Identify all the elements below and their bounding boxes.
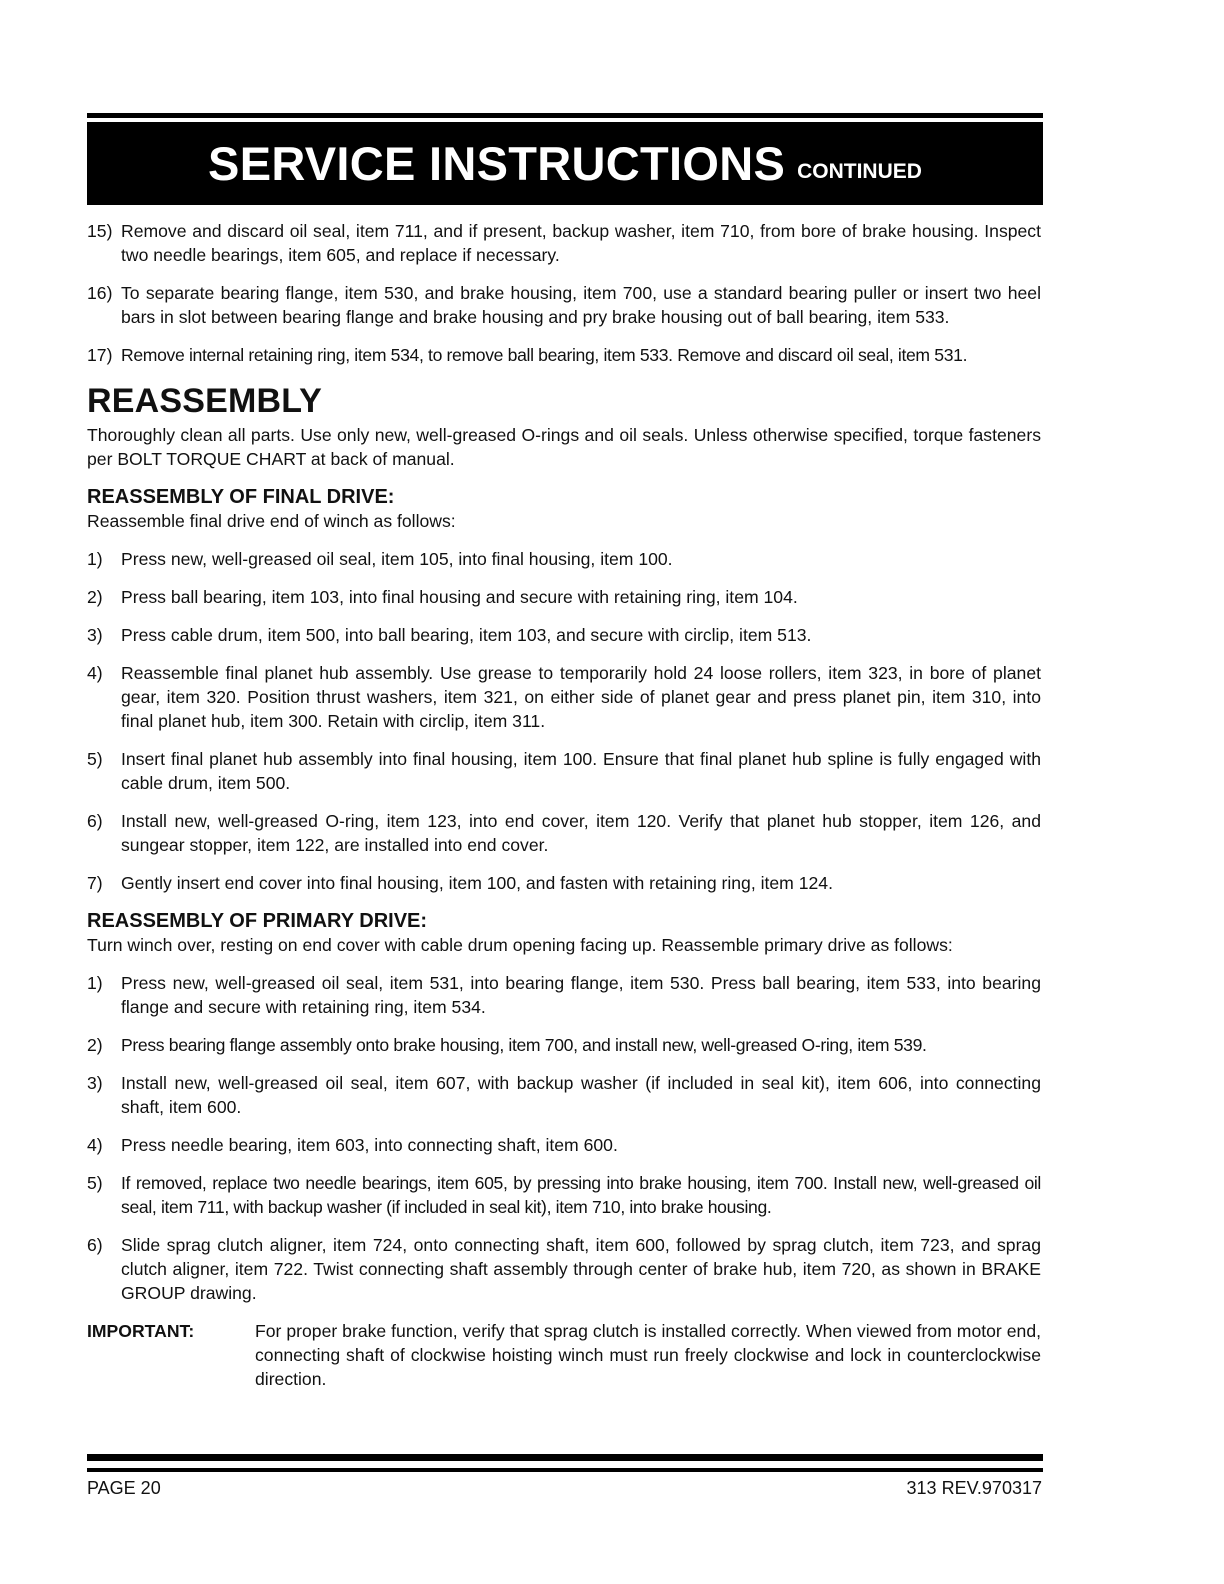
important-label: IMPORTANT: <box>87 1321 195 1341</box>
document-revision: 313 REV.970317 <box>906 1478 1042 1498</box>
step-text: If removed, replace two needle bearings, item 605, by pressing into brake housing, item 700. Install new, well-greased oil seal, item 711, with backup washer (if included in seal kit), item 710, into brake housing. <box>121 1173 1041 1217</box>
final-drive-step-2 <box>87 585 1041 609</box>
step-text: Press new, well-greased oil seal, item 105, into final housing, item 100. <box>121 549 673 569</box>
final-drive-step-4 <box>87 661 1041 733</box>
primary-drive-step-5 <box>87 1171 1041 1219</box>
page-number: PAGE 20 <box>87 1478 161 1498</box>
final-drive-step-6 <box>87 809 1041 857</box>
header-top-rule <box>87 113 1043 118</box>
disassembly-step-15 <box>87 219 1041 267</box>
step-number: 2) <box>87 587 103 607</box>
step-number: 3) <box>87 625 103 645</box>
step-text: Slide sprag clutch aligner, item 724, onto connecting shaft, item 600, followed by sprag clutch, item 723, and sprag clutch aligner, item 722. Twist connecting shaft assembly through center of brake hub, item 720, as shown in BRAKE GROUP drawing. <box>121 1235 1041 1303</box>
primary-drive-step-2 <box>87 1033 1041 1057</box>
disassembly-step-16 <box>87 281 1041 329</box>
step-text: Press bearing flange assembly onto brake housing, item 700, and install new, well-greased O-ring, item 539. <box>121 1035 927 1055</box>
banner-title: SERVICE INSTRUCTIONS <box>208 137 786 190</box>
primary-drive-step-6 <box>87 1233 1041 1305</box>
step-text: Press ball bearing, item 103, into final housing and secure with retaining ring, item 104. <box>121 587 798 607</box>
footer-rule-thick <box>87 1454 1043 1461</box>
step-number: 6) <box>87 1235 103 1255</box>
step-text: Insert final planet hub assembly into final housing, item 100. Ensure that final planet hub spline is fully engaged with cable drum, item 500. <box>121 749 1041 793</box>
reassembly-heading: REASSEMBLY <box>87 382 323 420</box>
banner-subtitle: CONTINUED <box>797 159 922 183</box>
step-text: Press new, well-greased oil seal, item 531, into bearing flange, item 530. Press ball bearing, item 533, into bearing flange and secure with retaining ring, item 534. <box>121 973 1041 1017</box>
step-number: 4) <box>87 1135 103 1155</box>
step-text: Reassemble final planet hub assembly. Use grease to temporarily hold 24 loose rollers, item 323, in bore of planet gear, item 320. Position thrust washers, item 321, on either side of planet gear and press planet pin, item 310, into final planet hub, item 300. Retain with circlip, item 311. <box>121 663 1041 731</box>
step-text: Remove internal retaining ring, item 534, to remove ball bearing, item 533. Remove and discard oil seal, item 531. <box>121 345 968 365</box>
step-text: Install new, well-greased oil seal, item 607, with backup washer (if included in seal kit), item 606, into connecting shaft, item 600. <box>121 1073 1041 1117</box>
step-number: 2) <box>87 1035 103 1055</box>
final-drive-intro: Reassemble final drive end of winch as follows: <box>87 511 456 531</box>
primary-drive-step-4 <box>87 1133 1041 1157</box>
step-number: 1) <box>87 549 103 569</box>
step-number: 4) <box>87 663 103 683</box>
step-text: Remove and discard oil seal, item 711, and if present, backup washer, item 710, from bore of brake housing. Inspect two needle bearings, item 605, and replace if necessary. <box>121 221 1041 265</box>
step-number: 3) <box>87 1073 103 1093</box>
step-number: 1) <box>87 973 103 993</box>
footer-rule-thin <box>87 1468 1043 1472</box>
final-drive-step-3 <box>87 623 1041 647</box>
reassembly-intro: Thoroughly clean all parts. Use only new, well-greased O-rings and oil seals. Unless otherwise specified, torque fasteners per BOLT TORQUE CHART at back of manual. <box>87 425 1041 469</box>
final-drive-step-5 <box>87 747 1041 795</box>
section-banner <box>87 122 1043 205</box>
important-text: For proper brake function, verify that sprag clutch is installed correctly. When viewed from motor end, connecting shaft of clockwise hoisting winch must run freely clockwise and lock in counterclockwise direction. <box>255 1321 1041 1389</box>
step-text: Press needle bearing, item 603, into connecting shaft, item 600. <box>121 1135 618 1155</box>
step-number: 5) <box>87 1173 103 1193</box>
final-drive-step-7 <box>87 871 1041 895</box>
disassembly-step-17 <box>87 343 1041 367</box>
primary-drive-heading: REASSEMBLY OF PRIMARY DRIVE: <box>87 910 428 932</box>
important-note <box>87 1319 1041 1391</box>
page-content <box>87 219 1041 1391</box>
primary-drive-step-3 <box>87 1071 1041 1119</box>
final-drive-heading: REASSEMBLY OF FINAL DRIVE: <box>87 486 395 508</box>
final-drive-step-1 <box>87 547 1041 571</box>
step-text: Gently insert end cover into final housing, item 100, and fasten with retaining ring, item 124. <box>121 873 833 893</box>
step-text: To separate bearing flange, item 530, and brake housing, item 700, use a standard bearing puller or insert two heel bars in slot between bearing flange and brake housing and pry brake housing out of ball bearing, item 533. <box>121 283 1041 327</box>
step-number: 17) <box>87 345 113 365</box>
primary-drive-step-1 <box>87 971 1041 1019</box>
step-text: Press cable drum, item 500, into ball bearing, item 103, and secure with circlip, item 513. <box>121 625 812 645</box>
step-number: 6) <box>87 811 103 831</box>
step-number: 15) <box>87 221 113 241</box>
step-number: 5) <box>87 749 103 769</box>
primary-drive-intro: Turn winch over, resting on end cover with cable drum opening facing up. Reassemble primary drive as follows: <box>87 935 953 955</box>
step-number: 7) <box>87 873 103 893</box>
step-number: 16) <box>87 283 113 303</box>
step-text: Install new, well-greased O-ring, item 123, into end cover, item 120. Verify that planet hub stopper, item 126, and sungear stopper, item 122, are installed into end cover. <box>121 811 1041 855</box>
